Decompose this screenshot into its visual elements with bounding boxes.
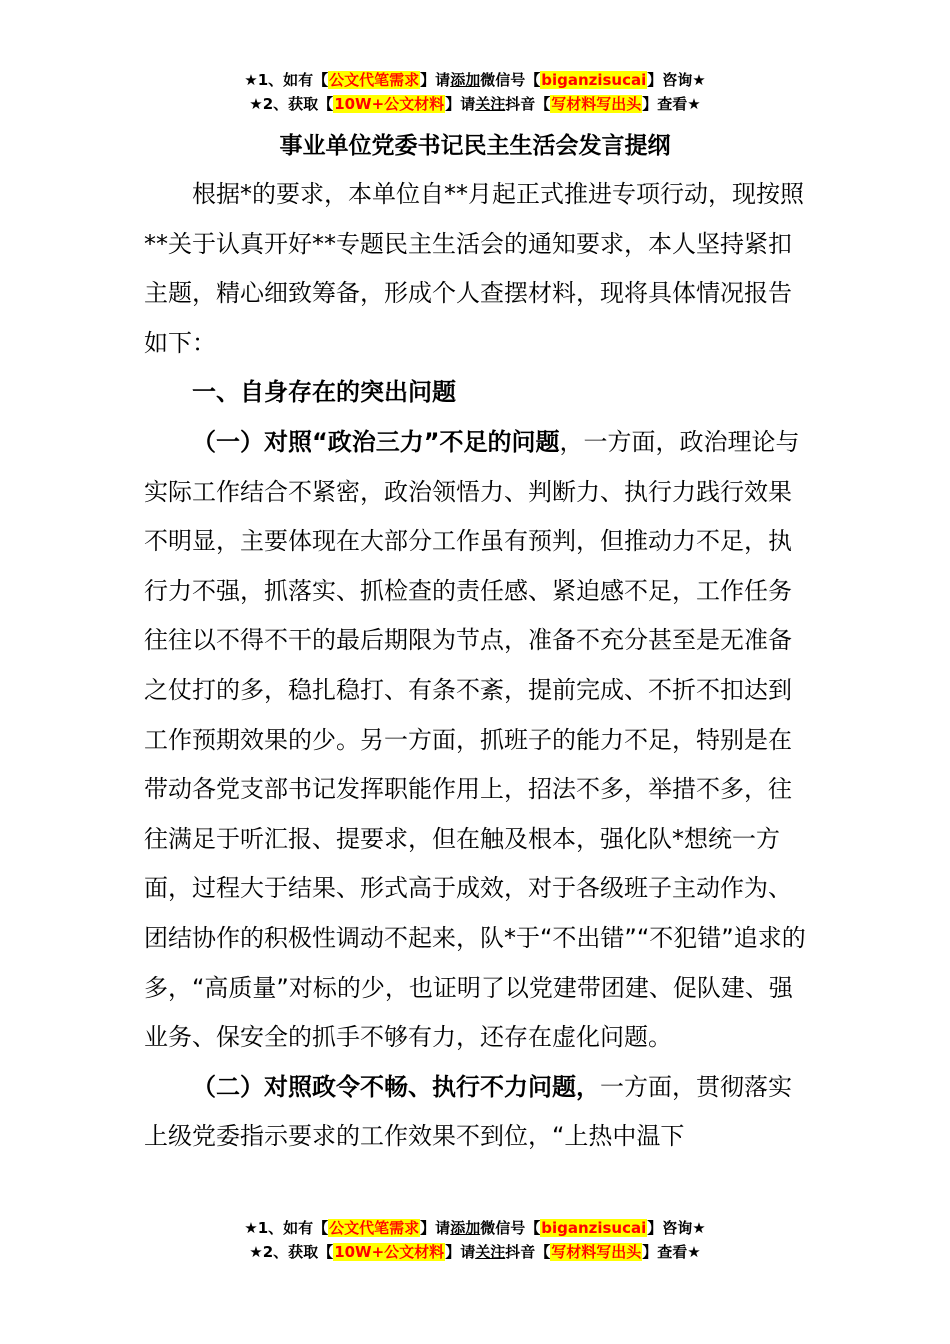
highlight-wechat-id-bottom: biganzisucai [541, 1219, 647, 1237]
promo-banner-bottom [0, 1216, 950, 1264]
document-title: 事业单位党委书记民主生活会发言提纲 [279, 133, 671, 159]
promo-line-1-bottom: ★1、如有【公文代笔需求】请添加微信号【biganzisucai】咨询★ [244, 1219, 706, 1237]
item-heading-1: （一）对照“政治三力”不足的问题 [192, 427, 560, 456]
document-body [144, 170, 814, 1162]
promo-line-2-bottom: ★2、获取【10W+公文材料】请关注抖音【写材料写出头】查看★ [249, 1243, 701, 1261]
highlight-douyin-id: 写材料写出头 [551, 95, 642, 113]
highlight-materials: 10W+公文材料 [334, 95, 445, 113]
item-paragraph-2 [144, 1063, 814, 1162]
item-heading-2: （二）对照政令不畅、执行不力问题， [192, 1072, 600, 1101]
highlight-service-bottom: 公文代笔需求 [329, 1219, 420, 1237]
highlight-douyin-id-bottom: 写材料写出头 [551, 1243, 642, 1261]
item-paragraph-1 [144, 418, 814, 1063]
promo-banner-top [0, 68, 950, 116]
highlight-service: 公文代笔需求 [329, 71, 420, 89]
section-heading-1: 一、自身存在的突出问题 [192, 378, 456, 407]
highlight-materials-bottom: 10W+公文材料 [334, 1243, 445, 1261]
highlight-wechat-id: biganzisucai [541, 71, 647, 89]
promo-line-1: ★1、如有【公文代笔需求】请添加微信号【biganzisucai】咨询★ [244, 71, 706, 89]
intro-paragraph: 根据*的要求，本单位自**月起正式推进专项行动，现按照**关于认真开好**专题民主生活会的通知要求，本人坚持紧扣主题，精心细致筹备，形成个人查摆材料，现将具体情况报告如下： [144, 180, 804, 357]
item-body-1: ，一方面，政治理论与实际工作结合不紧密，政治领悟力、判断力、执行力践行效果不明显，主要体现在大部分工作虽有预判，但推动力不足，执行力不强，抓落实、抓检查的责任感、紧迫感不足，工作任务往往以不得不干的最后期限为节点，准备不充分甚至是无准备之仗打的多，稳扎稳打、有条不紊，提前完成、不折不扣达到工作预期效果的少。另一方面，抓班子的能力不足，特别是在带动各党支部书记发挥职能作用上，招法不多，举措不多，往往满足于听汇报、提要求，但在触及根本，强化队*想统一方面，过程大于结果、形式高于成效，对于各级班子主动作为、团结协作的积极性调动不起来，队*于“不出错”“不犯错”追求的多，“高质量”对标的少，也证明了以党建带团建、促队建、强业务、保安全的抓手不够有力，还存在虚化问题。 [144, 427, 806, 1052]
promo-line-2: ★2、获取【10W+公文材料】请关注抖音【写材料写出头】查看★ [249, 95, 701, 113]
item-body-2: 一方面，贯彻落实上级党委指示要求的工作效果不到位，“上热中温下 [144, 1072, 792, 1151]
